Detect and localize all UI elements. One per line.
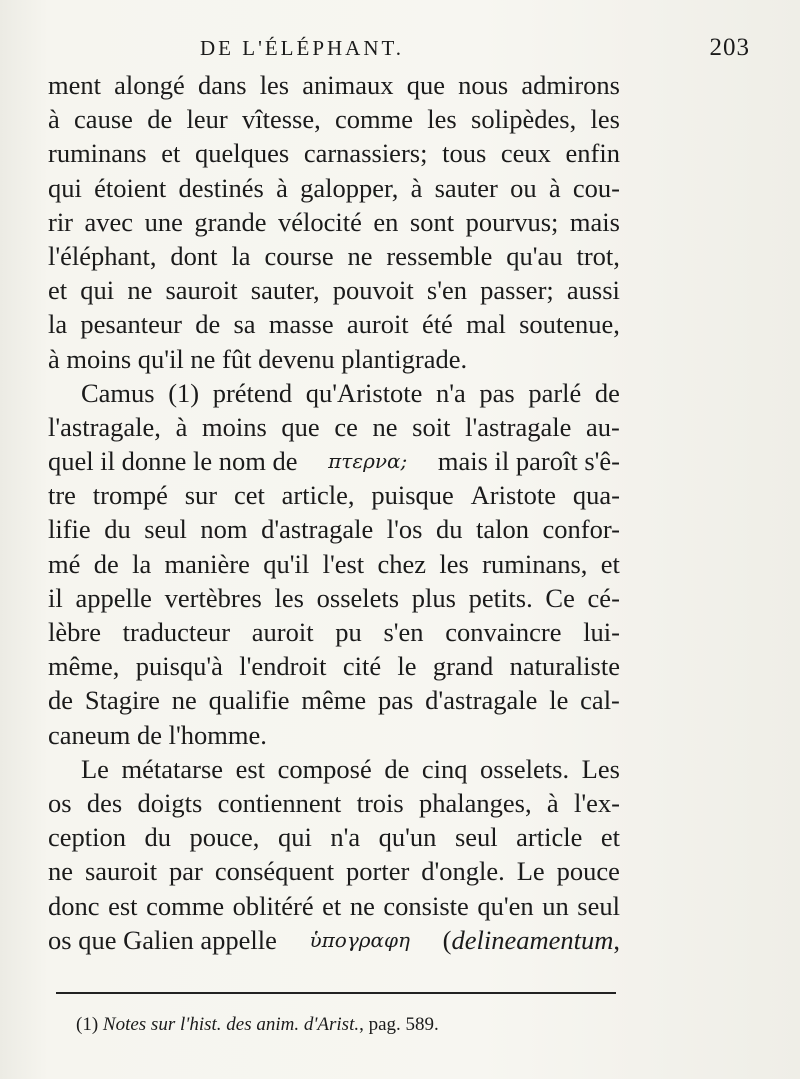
word: même, [48,651,120,682]
word: comme [146,890,225,921]
word: le [397,651,417,682]
word: même [301,685,367,716]
word: pas [479,377,515,408]
word: mal [466,309,506,340]
word: vertèbres [164,582,262,613]
paren-open: ( [442,924,452,955]
word: l'éléphant, [48,240,157,271]
text-segment: quel il donne le nom de [48,446,298,477]
word: sauter [434,172,498,203]
word: moins [201,411,267,442]
text-segment: os que Galien appelle [48,924,277,955]
word: cé- [587,582,620,613]
word: leur [186,104,228,135]
word: l'ex- [574,787,620,818]
word: vélocité [278,206,362,237]
word: course [264,240,334,271]
greek-word: πτερνα; [328,449,408,474]
word: prétend [212,377,293,408]
word: été [421,309,453,340]
word: mé [48,548,81,579]
word: tre [48,480,76,511]
footnote-page-ref: , pag. 589. [359,1014,439,1035]
word: osselets. [480,753,570,784]
word: consiste [383,890,469,921]
word: en [373,206,399,237]
word: l'est [322,548,365,579]
body-text [48,68,620,957]
word: Aristote [470,480,556,511]
word: donc [48,890,100,921]
word: et [161,138,181,169]
trailing-comma: , [613,924,620,955]
word: n'a [436,377,466,408]
word: talon [476,514,529,545]
word: qu'en [477,890,534,921]
text-line [48,547,620,581]
word: les [590,104,620,135]
word: ruminans, [482,548,588,579]
word: est [235,753,266,784]
word: de [93,548,119,579]
word: du [104,514,131,545]
word: grande [194,206,267,237]
word: au- [586,411,620,442]
word: article, [281,480,355,511]
word: manière [164,548,250,579]
word: porter [346,856,410,887]
word: vîtesse, [241,104,321,135]
word: contiennent [217,787,342,818]
word: avec [84,206,134,237]
word: ruminans [48,138,147,169]
word: pouvoit [332,275,414,306]
word: soutenue, [519,309,620,340]
word: le [549,685,569,716]
word: Les [581,753,620,784]
word: étoient [94,172,167,203]
word: sa [233,309,256,340]
word: un [542,890,569,921]
word: masse [268,309,334,340]
word: les [427,104,457,135]
word: lèbre [48,617,101,647]
word: puisqu'à [135,651,223,682]
word: auroit [251,617,314,647]
text-line [48,102,620,136]
word: Stagire [84,685,160,716]
word: sauroit [165,275,238,306]
text-line [48,68,620,102]
word: pesanteur [80,309,182,340]
text-line-greek [48,923,620,957]
text-line [48,786,620,820]
footnote-marker: (1) [76,1014,99,1035]
word: la [231,240,251,271]
word: ne [48,856,74,887]
word: galopper, [300,172,399,203]
word: les [259,70,290,100]
word: à [48,104,60,135]
text-line [48,683,620,717]
word: sont [409,206,455,237]
word: qua- [572,480,620,511]
word: n'a [330,822,361,853]
word: trot, [576,240,620,271]
word: seul [144,514,187,545]
word: cet [233,480,265,511]
word: à [410,172,423,203]
word: comme [335,104,413,135]
word: enfin [565,138,620,169]
word: carnassiers; [303,138,428,169]
text-line [48,581,620,615]
word: d'astragale [261,514,374,545]
word: composé [277,753,372,784]
word: ressemble [386,240,493,271]
word: des [86,787,123,818]
word: admirons [521,70,620,100]
word: naturaliste [509,651,620,682]
word: parlé [528,377,582,408]
word: à [546,787,559,818]
word: (1) [168,377,200,408]
word: qui [277,822,312,853]
text-line [48,307,620,341]
word: l'astragale [465,411,572,442]
word: auroit [346,309,409,340]
text-line-greek [48,444,620,478]
word: du [144,822,172,853]
text-line [48,376,620,410]
word: animaux [302,70,394,100]
word: que [281,411,320,442]
word: plus [411,582,456,613]
word: trois [356,787,404,818]
word: pu [335,617,362,647]
word: que [406,70,445,100]
word: et [48,275,68,306]
word: qu'Aristote [305,377,423,408]
word: qui [80,275,115,306]
word: la [48,309,68,340]
word: sauroit [84,856,158,887]
word: seul [577,890,620,921]
word: Ce [545,582,575,613]
word: rir [48,206,74,237]
word: cause [74,104,133,135]
word: nous [458,70,509,100]
word: puisque [371,480,454,511]
word: et [600,548,620,579]
word: de [48,685,74,716]
word: ce [334,411,358,442]
word: dont [170,240,218,271]
word: cinq [421,753,468,784]
word: une [144,206,183,237]
text-line: caneum de l'homme. [48,719,267,750]
text-line [48,615,620,649]
word: qu'il [263,548,310,579]
latin-term: delineamentum [451,924,614,955]
word: l'astragale, [48,411,161,442]
word: sauter, [250,275,320,306]
word: dans [197,70,247,100]
word: Le [516,856,545,887]
text-line [48,820,620,854]
word: est [108,890,138,921]
word: cou- [572,172,620,203]
text-line [48,752,620,786]
word: appelle [75,582,152,613]
word: petits. [468,582,533,613]
text-line [48,239,620,273]
word: aussi [566,275,620,306]
word: il [48,582,63,613]
word: doigts [137,787,203,818]
word: du [435,514,463,545]
word: os [48,787,72,818]
word: ne [372,411,398,442]
word: l'endroit [239,651,327,682]
word: ceux [500,138,551,169]
word: à [548,172,561,203]
word: destinés [178,172,264,203]
word: de [384,753,410,784]
text-segment: mais il paroît s'ê- [437,446,620,477]
word: conséquent [214,856,335,887]
footnote [76,1014,439,1036]
word: et [322,890,342,921]
word: pouce, [189,822,260,853]
word: trompé [92,480,168,511]
greek-word: ὑπογραφη [309,927,411,952]
text-line [48,410,620,444]
word: ne [127,275,153,306]
word: pouce [556,856,620,887]
word: nom [200,514,248,545]
text-line [48,889,620,923]
word: pas [378,685,414,716]
footnote-divider [56,992,616,994]
word: qui [48,172,82,203]
word: Le [81,753,109,784]
word: ception [48,822,126,853]
word: à [276,172,288,203]
word: à [175,411,188,442]
word: l'os [386,514,423,545]
text-line [48,854,620,888]
running-title: DE L'ÉLÉPHANT. [200,36,405,60]
word: métatarse [121,753,224,784]
word: solipèdes, [471,104,577,135]
footnote-citation: Notes sur l'hist. des anim. d'Arist. [102,1014,360,1035]
word: cité [342,651,382,682]
word: les [439,548,469,579]
word: lifie [48,514,91,545]
word: Camus [81,377,155,408]
text-segment [443,923,620,957]
text-line [48,171,620,205]
word: traducteur [122,617,231,647]
page-header [50,36,750,66]
text-line [48,136,620,170]
word: qu'au [506,240,563,271]
text-line: à moins qu'il ne fût devenu plantigrade. [48,343,468,374]
word: lui- [583,617,620,647]
word: ne [347,240,373,271]
word: de [147,104,173,135]
word: seul [454,822,498,853]
word: la [132,548,152,579]
text-line [48,649,620,683]
word: s'en [383,617,424,647]
word: sur [184,480,218,511]
word: mais [569,206,620,237]
text-line [48,478,620,512]
word: qu'un [378,822,437,853]
word: alongé [114,70,185,100]
word: grand [432,651,494,682]
word: ne [171,685,197,716]
text-line [48,205,620,239]
word: oblitéré [232,890,314,921]
word: de [195,309,221,340]
word: tous [442,138,487,169]
word: article [516,822,583,853]
word: confor- [542,514,620,545]
word: ou [510,172,537,203]
word: de [594,377,620,408]
word: s'en [426,275,468,306]
word: les [274,582,304,613]
word: convaincre [445,617,562,647]
word: qualifie [208,685,290,716]
word: d'ongle. [421,856,505,887]
word: phalanges, [419,787,532,818]
word: osselets [316,582,400,613]
word: ment [48,70,101,100]
word: d'astragale [425,685,538,716]
page-number: 203 [709,34,750,61]
text-line [48,512,620,546]
word: ne [349,890,375,921]
word: quelques [195,138,290,169]
word: soit [412,411,451,442]
text-line [48,273,620,307]
word: pourvus; [465,206,559,237]
word: et [600,822,620,853]
word: passer; [480,275,554,306]
word: chez [377,548,427,579]
word: cal- [580,685,620,716]
word: par [169,856,203,887]
